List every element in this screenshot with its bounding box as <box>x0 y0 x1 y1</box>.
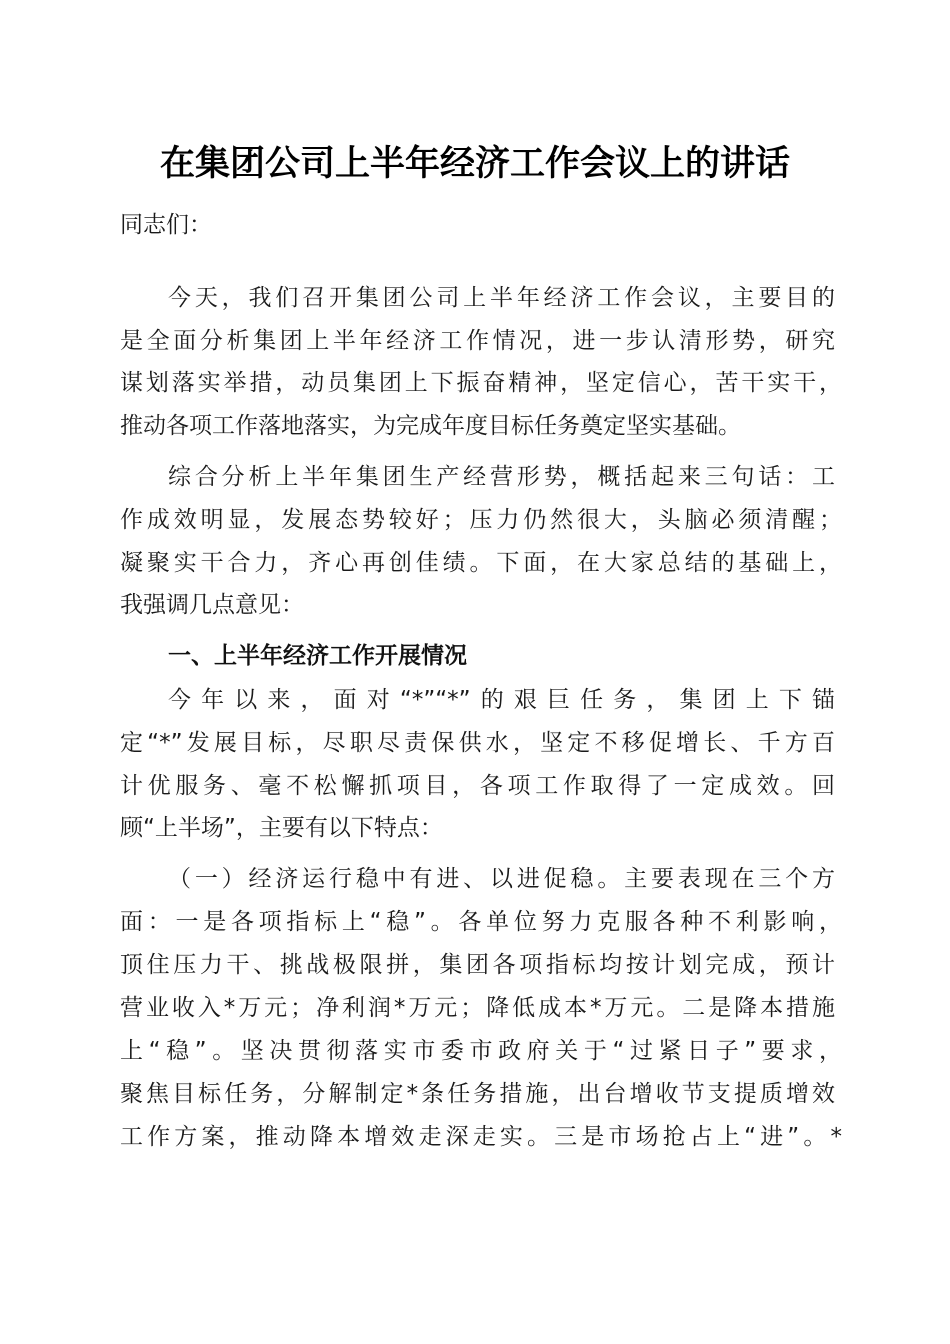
paragraph-line: 凝聚实干合力，齐心再创佳绩。下面，在大家总结的基础上， <box>120 550 842 576</box>
paragraph-line: 计优服务、毫不松懈抓项目，各项工作取得了一定成效。回 <box>120 773 835 799</box>
paragraph-line: 定“*”发展目标，尽职尽责保供水，坚定不移促增长、千方百 <box>120 730 835 756</box>
paragraph-line: 上“稳”。坚决贯彻落实市委市政府关于“过紧日子”要求， <box>120 1038 842 1064</box>
paragraph-line: 面：一是各项指标上“稳”。各单位努力克服各种不利影响， <box>120 909 842 935</box>
paragraph-line: 作成效明显，发展态势较好；压力仍然很大，头脑必须清醒； <box>120 507 842 533</box>
paragraph-line: 是全面分析集团上半年经济工作情况，进一步认清形势，研究 <box>120 328 835 354</box>
paragraph-line: 聚焦目标任务，分解制定*条任务措施，出台增收节支提质增效 <box>120 1081 835 1107</box>
paragraph-line: 今天，我们召开集团公司上半年经济工作会议，主要目的 <box>168 285 835 311</box>
document-title: 在集团公司上半年经济工作会议上的讲话 <box>159 143 790 184</box>
paragraph-line: 谋划落实举措，动员集团上下振奋精神，坚定信心，苦干实干， <box>120 370 842 396</box>
paragraph-line: 综合分析上半年集团生产经营形势，概括起来三句话：工 <box>168 464 835 490</box>
paragraph-line: 推动各项工作落地落实，为完成年度目标任务奠定坚实基础。 <box>120 413 741 439</box>
paragraph-line: 今年以来，面对“*”“*”的艰巨任务，集团上下锚 <box>168 687 835 713</box>
paragraph-line: 工作方案，推动降本增效走深走实。三是市场抢占上“进”。* <box>120 1124 842 1150</box>
paragraph-line: （一）经济运行稳中有进、以进促稳。主要表现在三个方 <box>168 866 835 892</box>
paragraph-line: 顶住压力干、挑战极限拼，集团各项指标均按计划完成，预计 <box>120 952 835 978</box>
section-heading: 一、上半年经济工作开展情况 <box>168 643 467 669</box>
paragraph-line: 营业收入*万元；净利润*万元；降低成本*万元。二是降本措施 <box>120 995 835 1021</box>
paragraph-line: 顾“上半场”，主要有以下特点： <box>120 815 443 841</box>
paragraph-line: 我强调几点意见： <box>120 592 304 618</box>
salutation: 同志们： <box>120 212 212 238</box>
